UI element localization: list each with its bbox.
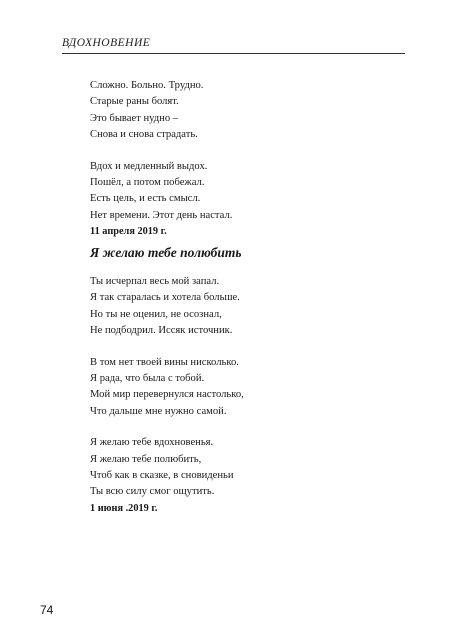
poem-2-stanza-2	[90, 355, 390, 421]
poem-2-stanza-3	[90, 435, 390, 517]
poem-line: В том нет твоей вины нисколько.	[90, 356, 239, 368]
poem-line: Это бывает нудно –	[90, 112, 179, 124]
poem-1	[90, 78, 390, 240]
poem-line: Что дальше мне нужно самой.	[90, 405, 227, 417]
poem-line: Снова и снова страдать.	[90, 129, 198, 141]
page-number: 74	[40, 603, 54, 617]
poem-1-stanza-1	[90, 78, 390, 144]
poem-line: Чтоб как в сказке, в сновиденьи	[90, 470, 234, 482]
poem-2-stanza-1	[90, 274, 390, 340]
poem-line: Есть цель, и есть смысл.	[90, 193, 201, 205]
poem-2-title: Я желаю тебе полюбить	[90, 245, 242, 260]
poem-line: Старые раны болят.	[90, 96, 179, 108]
running-head-title: ВДОХНОВЕНИЕ	[62, 37, 151, 49]
poem-line: Ты всю силу смог ощутить.	[90, 486, 215, 498]
poem-1-stanza-2	[90, 159, 390, 241]
header-divider	[62, 53, 405, 54]
poem-line: Я так старалась и хотела больше.	[90, 292, 240, 304]
poem-2-date: 1 июня .2019 г.	[90, 502, 158, 514]
poem-line: Я рада, что была с тобой.	[90, 373, 205, 385]
poem-line: Мой мир перевернулся настолько,	[90, 389, 244, 401]
poem-line: Нет времени. Этот день настал.	[90, 209, 233, 221]
poem-line: Не подбодрил. Иссяк источник.	[90, 325, 233, 337]
poem-1-date: 11 апреля 2019 г.	[90, 226, 167, 238]
poem-line: Пошёл, а потом побежал.	[90, 177, 205, 189]
poem-line: Сложно. Больно. Трудно.	[90, 80, 204, 91]
poem-line: Вдох и медленный выдох.	[90, 160, 208, 172]
poem-line: Но ты не оценил, не осознал,	[90, 308, 222, 320]
poem-2	[90, 274, 390, 517]
poem-line: Ты исчерпал весь мой запал.	[90, 276, 220, 287]
poem-line: Я желаю тебе вдохновенья.	[90, 437, 214, 449]
poem-line: Я желаю тебе полюбить,	[90, 453, 202, 465]
